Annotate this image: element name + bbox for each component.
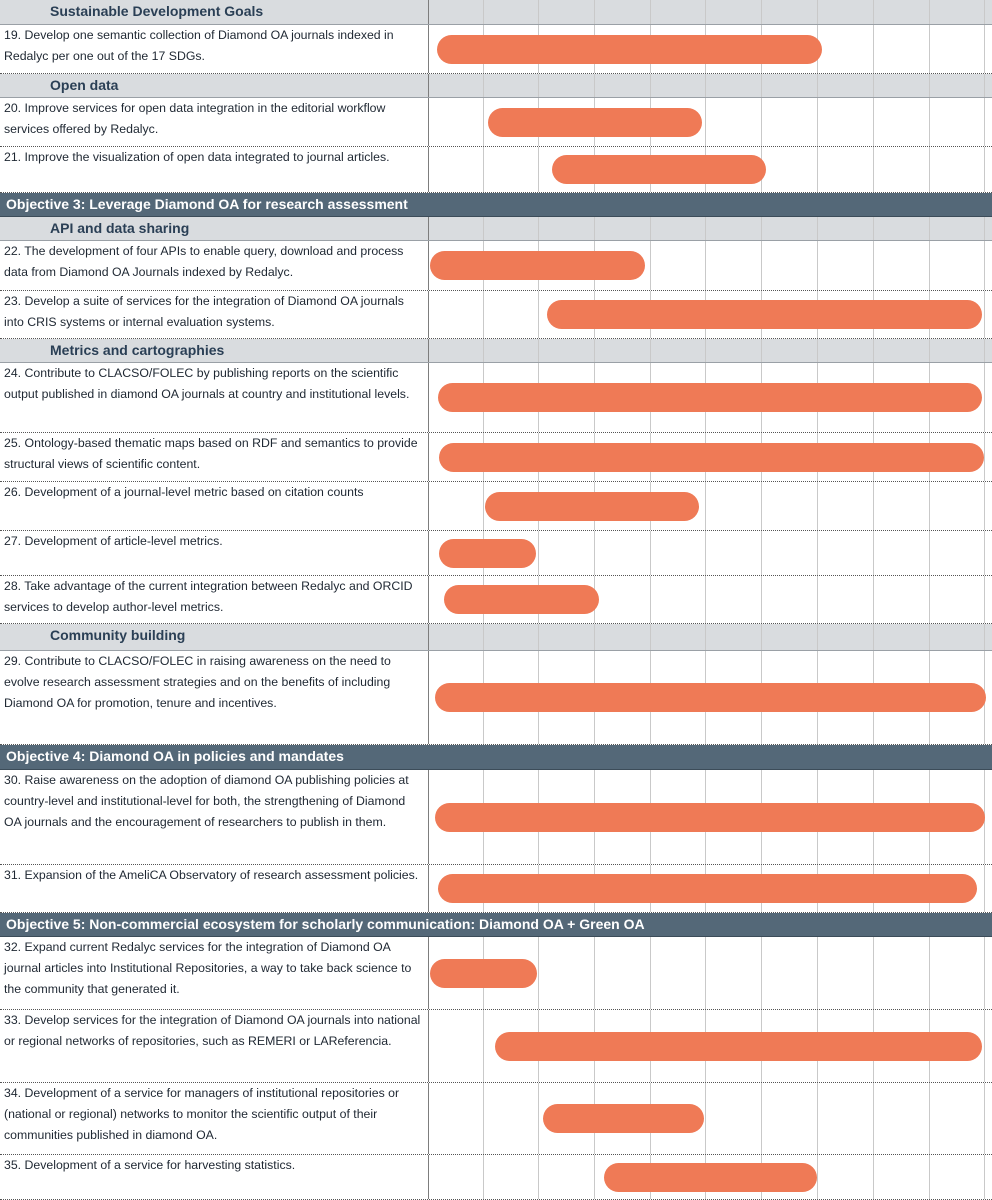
grid-line (428, 241, 429, 290)
grid-line (538, 339, 539, 362)
grid-line (984, 0, 985, 24)
grid-line (817, 482, 818, 530)
schedule-bar (547, 300, 982, 329)
grid-line (483, 147, 484, 192)
grid-line (705, 217, 706, 240)
schedule-bar (543, 1104, 704, 1133)
grid-line (428, 1010, 429, 1082)
activity-label: 31. Expansion of the AmeliCA Observatory of research assessment policies. (4, 868, 419, 882)
schedule-bar (495, 1032, 982, 1061)
grid-line (428, 25, 429, 73)
grid-line (873, 217, 874, 240)
grid-line (428, 651, 429, 744)
section-title: Open data (50, 77, 119, 93)
grid-line (761, 339, 762, 362)
section-title: API and data sharing (50, 220, 190, 236)
grid-line (984, 482, 985, 530)
schedule-bar (444, 585, 599, 614)
table-row (0, 241, 992, 291)
grid-line (428, 482, 429, 530)
section-title: Metrics and cartographies (50, 342, 225, 358)
grid-line (873, 1155, 874, 1199)
grid-line (705, 241, 706, 290)
grid-line (817, 339, 818, 362)
grid-line (984, 865, 985, 912)
grid-line (817, 74, 818, 97)
grid-line (761, 74, 762, 97)
grid-line (428, 74, 429, 97)
grid-line (873, 482, 874, 530)
grid-line (873, 339, 874, 362)
grid-line (817, 937, 818, 1009)
activity-label: 23. Develop a suite of services for the integration of Diamond OA journals into CRIS systems or internal evaluation systems. (4, 294, 404, 329)
grid-line (817, 576, 818, 623)
grid-line (538, 937, 539, 1009)
grid-line (984, 624, 985, 650)
grid-line (650, 624, 651, 650)
grid-line (929, 147, 930, 192)
grid-line (483, 98, 484, 146)
grid-line (650, 217, 651, 240)
grid-line (761, 1083, 762, 1154)
schedule-bar (435, 683, 986, 712)
grid-line (483, 339, 484, 362)
grid-line (428, 0, 429, 24)
activity-label: 33. Develop services for the integration of Diamond OA journals into national or regional networks of repositories, such as REMERI or LAReferencia. (4, 1013, 421, 1048)
grid-line (705, 624, 706, 650)
table-row (0, 576, 992, 624)
grid-line (873, 241, 874, 290)
grid-line (929, 217, 930, 240)
grid-line (929, 482, 930, 530)
schedule-bar (438, 874, 977, 903)
objective-header (0, 913, 992, 937)
activity-label: 22. The development of four APIs to enable query, download and process data from Diamond OA Journals indexed by Redalyc. (4, 244, 404, 279)
activity-label: 30. Raise awareness on the adoption of diamond OA publishing policies at country-level and institutional-level for both, the strengthening of Diamond OA journals and the encouragement of researchers to publish in them. (4, 773, 409, 829)
grid-line (984, 291, 985, 338)
objective-title: Objective 4: Diamond OA in policies and mandates (6, 748, 344, 764)
grid-line (428, 339, 429, 362)
table-row (0, 147, 992, 193)
grid-line (761, 624, 762, 650)
grid-line (817, 241, 818, 290)
grid-line (873, 1083, 874, 1154)
activity-label: 19. Develop one semantic collection of Diamond OA journals indexed in Redalyc per one out of the 17 SDGs. (4, 28, 394, 63)
grid-line (929, 0, 930, 24)
grid-line (873, 25, 874, 73)
grid-line (650, 0, 651, 24)
schedule-bar (430, 959, 537, 988)
grid-line (705, 0, 706, 24)
grid-line (483, 1083, 484, 1154)
grid-line (873, 531, 874, 575)
section-title: Community building (50, 627, 186, 643)
grid-line (594, 339, 595, 362)
grid-line (984, 74, 985, 97)
schedule-bar (430, 251, 645, 280)
grid-line (428, 531, 429, 575)
grid-line (594, 0, 595, 24)
table-row (0, 770, 992, 865)
grid-line (761, 98, 762, 146)
table-row (0, 651, 992, 745)
section-title: Sustainable Development Goals (50, 3, 264, 19)
grid-line (984, 241, 985, 290)
objective-header (0, 745, 992, 770)
grid-line (984, 363, 985, 432)
grid-line (984, 1083, 985, 1154)
grid-line (705, 98, 706, 146)
table-row (0, 98, 992, 147)
grid-line (538, 147, 539, 192)
grid-line (483, 624, 484, 650)
grid-line (483, 74, 484, 97)
grid-line (873, 98, 874, 146)
grid-line (705, 1083, 706, 1154)
grid-line (984, 25, 985, 73)
table-row (0, 25, 992, 74)
grid-line (538, 1155, 539, 1199)
grid-line (873, 0, 874, 24)
grid-line (428, 1083, 429, 1154)
grid-line (873, 74, 874, 97)
grid-line (761, 0, 762, 24)
grid-line (538, 74, 539, 97)
grid-line (929, 1155, 930, 1199)
table-row (0, 482, 992, 531)
grid-line (428, 770, 429, 864)
grid-line (929, 74, 930, 97)
grid-line (761, 482, 762, 530)
grid-line (483, 291, 484, 338)
grid-line (929, 531, 930, 575)
grid-line (761, 937, 762, 1009)
grid-line (538, 291, 539, 338)
activity-label: 27. Development of article-level metrics. (4, 534, 223, 548)
schedule-bar (485, 492, 699, 521)
grid-line (428, 98, 429, 146)
grid-line (483, 0, 484, 24)
grid-line (984, 531, 985, 575)
grid-line (594, 624, 595, 650)
schedule-bar (439, 443, 984, 472)
grid-line (817, 1083, 818, 1154)
grid-line (817, 147, 818, 192)
schedule-bar (438, 383, 982, 412)
section-header (0, 217, 992, 241)
grid-line (594, 74, 595, 97)
grid-line (761, 241, 762, 290)
grid-line (984, 147, 985, 192)
grid-line (984, 217, 985, 240)
grid-line (873, 624, 874, 650)
grid-line (817, 0, 818, 24)
grid-line (483, 1155, 484, 1199)
grid-line (929, 1083, 930, 1154)
grid-line (984, 1010, 985, 1082)
activity-label: 29. Contribute to CLACSO/FOLEC in raising awareness on the need to evolve research assessment strategies and on the benefits of including Diamond OA for promotion, tenure and incentives. (4, 654, 391, 710)
grid-line (929, 576, 930, 623)
activity-label: 24. Contribute to CLACSO/FOLEC by publishing reports on the scientific output published in diamond OA journals at country and institutional levels. (4, 366, 410, 401)
table-row (0, 1010, 992, 1083)
grid-line (761, 531, 762, 575)
table-row (0, 937, 992, 1010)
schedule-bar (488, 108, 702, 137)
schedule-bar (439, 539, 536, 568)
grid-line (705, 339, 706, 362)
grid-line (929, 25, 930, 73)
grid-line (594, 937, 595, 1009)
grid-line (428, 291, 429, 338)
grid-line (594, 531, 595, 575)
grid-line (594, 1155, 595, 1199)
grid-line (650, 576, 651, 623)
grid-line (984, 98, 985, 146)
grid-line (817, 531, 818, 575)
activity-label: 35. Development of a service for harvesting statistics. (4, 1158, 296, 1172)
grid-line (483, 217, 484, 240)
grid-line (873, 937, 874, 1009)
grid-line (705, 937, 706, 1009)
activity-label: 25. Ontology-based thematic maps based on RDF and semantics to provide structural views of scientific content. (4, 436, 418, 471)
grid-line (594, 217, 595, 240)
grid-line (428, 433, 429, 481)
grid-line (984, 1155, 985, 1199)
table-row (0, 865, 992, 913)
grid-line (650, 339, 651, 362)
table-row (0, 531, 992, 576)
objective-title: Objective 3: Leverage Diamond OA for research assessment (6, 196, 408, 212)
grid-line (538, 217, 539, 240)
grid-line (984, 937, 985, 1009)
grid-line (929, 98, 930, 146)
activity-label: 26. Development of a journal-level metric based on citation counts (4, 485, 364, 499)
objective-title: Objective 5: Non-commercial ecosystem for scholarly communication: Diamond OA + Green OA (6, 916, 645, 932)
objective-header (0, 193, 992, 217)
grid-line (817, 1155, 818, 1199)
table-row (0, 291, 992, 339)
section-header (0, 624, 992, 651)
grid-line (483, 482, 484, 530)
grid-line (705, 482, 706, 530)
section-header (0, 339, 992, 363)
grid-line (428, 937, 429, 1009)
grid-line (428, 1155, 429, 1199)
table-row (0, 363, 992, 433)
grid-line (705, 74, 706, 97)
activity-label: 34. Development of a service for managers of institutional repositories or (national or regional) networks to monitor the scientific output of their communities published in diamond OA. (4, 1086, 400, 1142)
grid-line (984, 433, 985, 481)
grid-line (538, 0, 539, 24)
grid-line (817, 624, 818, 650)
table-row (0, 1083, 992, 1155)
activity-label: 21. Improve the visualization of open data integrated to journal articles. (4, 150, 390, 164)
schedule-bar (435, 803, 985, 832)
grid-line (929, 624, 930, 650)
grid-line (984, 339, 985, 362)
grid-line (538, 1083, 539, 1154)
schedule-bar (552, 155, 766, 184)
table-row (0, 433, 992, 482)
grid-line (817, 98, 818, 146)
grid-line (428, 147, 429, 192)
grid-line (483, 1010, 484, 1082)
section-header (0, 74, 992, 98)
grid-line (817, 217, 818, 240)
grid-line (650, 531, 651, 575)
grid-line (650, 937, 651, 1009)
grid-line (929, 241, 930, 290)
grid-line (984, 576, 985, 623)
grid-line (929, 937, 930, 1009)
grid-line (761, 576, 762, 623)
schedule-bar (437, 35, 822, 64)
activity-label: 20. Improve services for open data integration in the editorial workflow services offered by Redalyc. (4, 101, 386, 136)
grid-line (761, 217, 762, 240)
grid-line (538, 531, 539, 575)
grid-line (929, 339, 930, 362)
schedule-bar (604, 1163, 817, 1192)
grid-line (428, 865, 429, 912)
grid-line (428, 576, 429, 623)
section-header (0, 0, 992, 25)
activity-label: 32. Expand current Redalyc services for the integration of Diamond OA journal articles into Institutional Repositories, a way to take back science to the community that generated it. (4, 940, 412, 996)
grid-line (428, 217, 429, 240)
grid-line (650, 241, 651, 290)
grid-line (705, 531, 706, 575)
grid-line (428, 363, 429, 432)
grid-line (650, 74, 651, 97)
table-row (0, 1155, 992, 1200)
grid-line (873, 147, 874, 192)
grid-line (873, 576, 874, 623)
grid-line (428, 624, 429, 650)
grid-line (705, 576, 706, 623)
activity-label: 28. Take advantage of the current integration between Redalyc and ORCID services to develop author-level metrics. (4, 579, 413, 614)
grid-line (538, 624, 539, 650)
